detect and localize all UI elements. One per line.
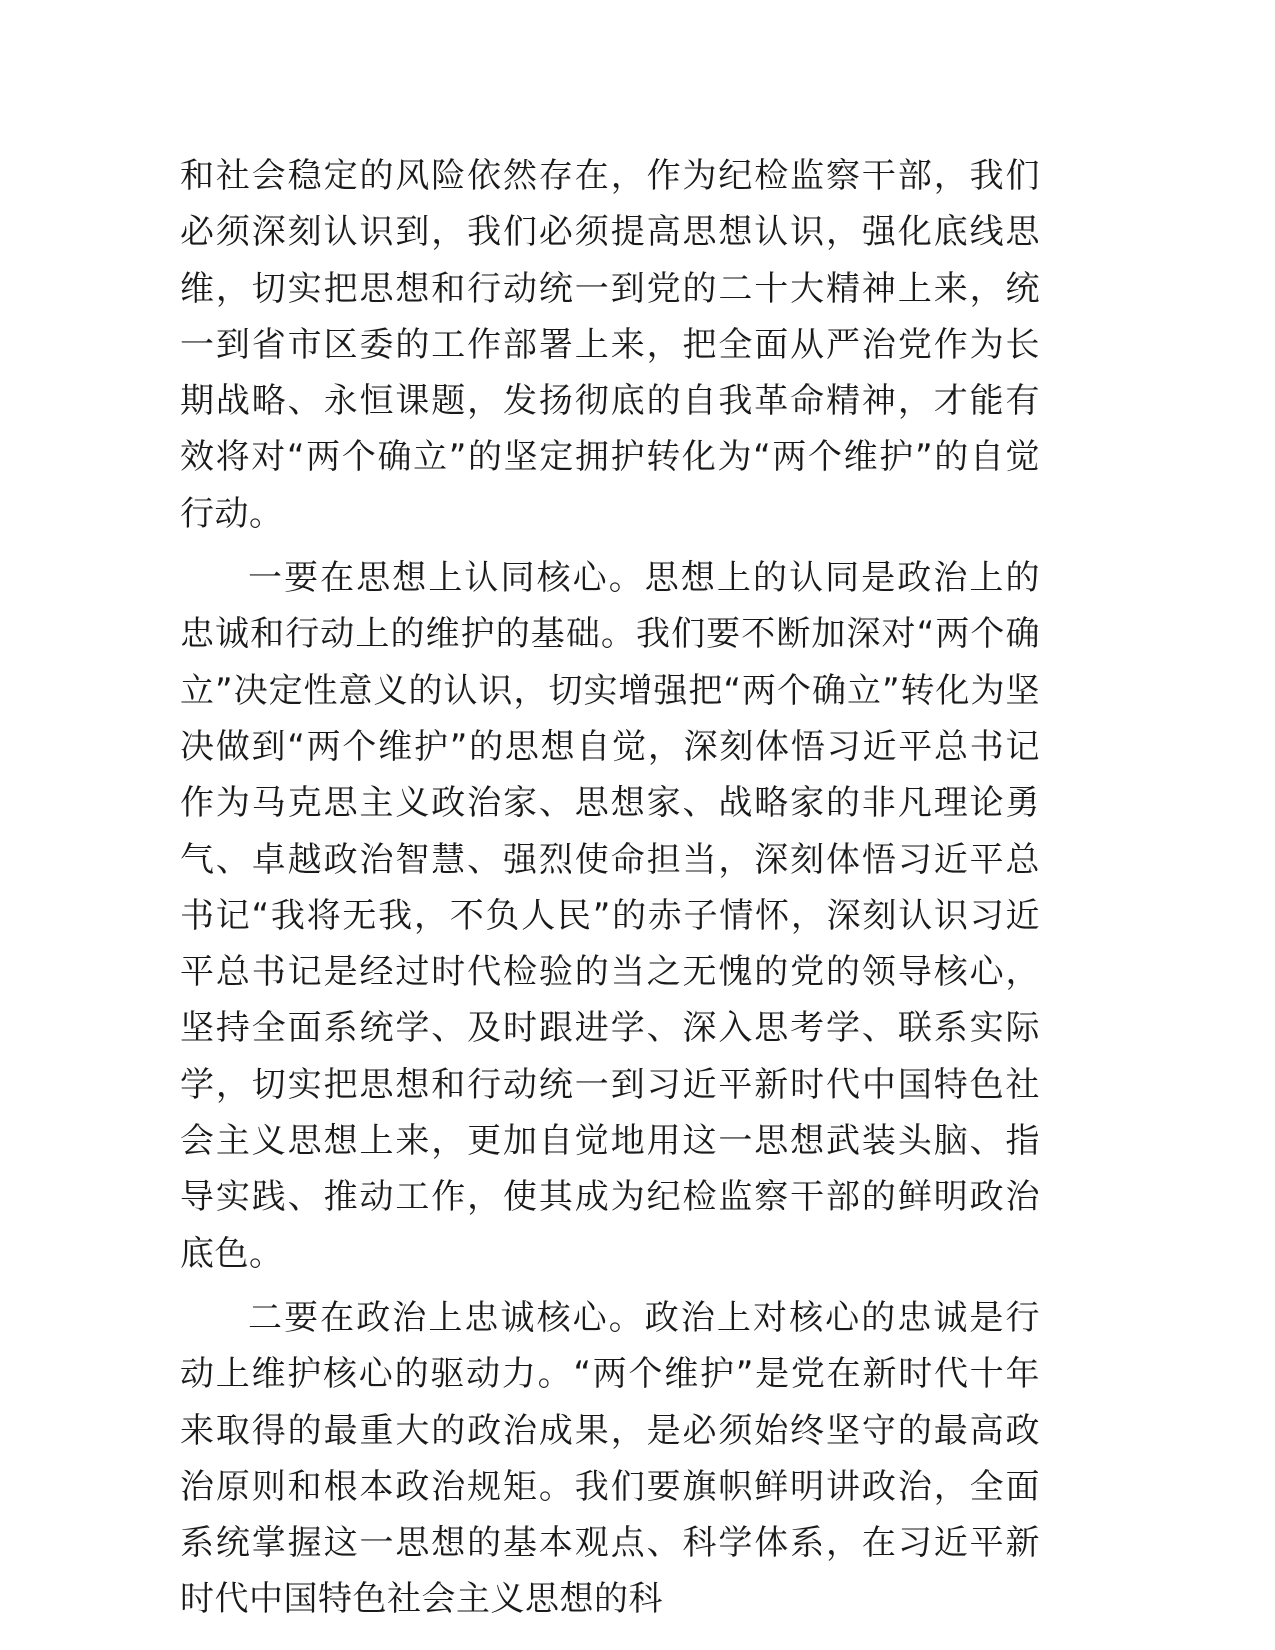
paragraph-political-loyalty: 二要在政治上忠诚核心。政治上对核心的忠诚是行动上维护核心的驱动力。“两个维护”是党在新时代十年来取得的最重大的政治成果，是必须始终坚守的最高政治原则和根本政治规矩。我们要旗帜鲜明讲政治，全面系统掌握这一思想的基本观点、科学体系，在习近平新时代中国特色社会主义思想的科 [180, 1297, 1040, 1620]
document-page [180, 148, 1040, 1628]
paragraph-ideological-identification: 一要在思想上认同核心。思想上的认同是政治上的忠诚和行动上的维护的基础。我们要不断加深对“两个确立”决定性意义的认识，切实增强把“两个确立”转化为坚决做到“两个维护”的思想自觉，深刻体悟习近平总书记作为马克思主义政治家、思想家、战略家的非凡理论勇气、卓越政治智慧、强烈使命担当，深刻体悟习近平总书记“我将无我，不负人民”的赤子情怀，深刻认识习近平总书记是经过时代检验的当之无愧的党的领导核心，坚持全面系统学、及时跟进学、深入思考学、联系实际学，切实把思想和行动统一到习近平新时代中国特色社会主义思想上来，更加自觉地用这一思想武装头脑、指导实践、推动工作，使其成为纪检监察干部的鲜明政治底色。 [180, 558, 1040, 1274]
paragraph-continuation: 和社会稳定的风险依然存在，作为纪检监察干部，我们必须深刻认识到，我们必须提高思想认识，强化底线思维，切实把思想和行动统一到党的二十大精神上来，统一到省市区委的工作部署上来，把全面从严治党作为长期战略、永恒课题，发扬彻底的自我革命精神，才能有效将对“两个确立”的坚定拥护转化为“两个维护”的自觉行动。 [180, 156, 1040, 534]
